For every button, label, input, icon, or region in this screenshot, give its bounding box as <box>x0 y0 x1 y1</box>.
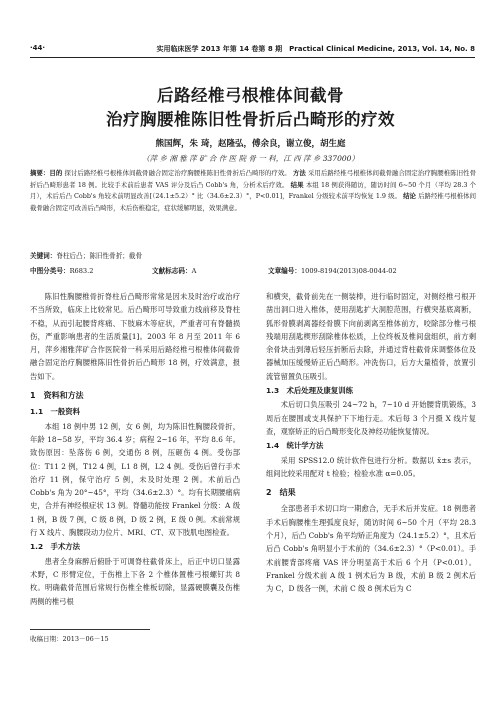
objective-label: 目的 <box>49 169 63 177</box>
running-header <box>30 44 475 56</box>
conclusion-text: 后路经椎弓根椎体间截骨融合固定可改善后凸畸形，术后伤椎稳定，症状缓解明显，效果满意。 <box>30 192 476 212</box>
intro-paragraph: 陈旧性胸腰椎骨折脊柱后凸畸形常常是因未及时治疗或治疗不当所致，临床上比较常见。后凸畸形可导致重力线前移及脊柱不稳，从而引起腰背疼痛、下肢麻木等症状，严重者可有脊髓损伤，严重影响患者的生活质量[1]。2003 年 8 月至 2011 年 6 月，萍乡湘雅萍矿合作医院骨一科采用后路经椎弓根椎体间截骨融合固定治疗胸腰椎陈旧性骨折后凸畸形 18 例，疗效满意，报告如下。 <box>30 292 240 381</box>
affiliation: （萍 乡 湘 雅 萍 矿 合 作 医 院 骨 一 科，江 西 萍 乡 337000） <box>142 154 359 163</box>
method-text: 采用后路经椎弓根椎体间截骨融合固定治疗胸腰椎陈旧性骨折后凸畸形患者 18 例。比较手术前后患者 VAS 评分及后凸 Cobb's 角，分析术后疗效。 <box>30 169 476 189</box>
section-1-1-paragraph: 本组 18 例中男 12 例，女 6 例，均为陈旧性胸腰段骨折，年龄 18~58 岁，平均 36.4 岁；病程 2~16 年，平均 8.6 年。致伤原因：坠落伤 6 例，交通伤 8 例，压砸伤 4 例。受伤部位：T11 2 例，T12 4 例，L1 8 例，L2 4 例。受伤后曾行手术治疗 11 例，保守治疗 5 例，未及时处理 2 例。术前后凸 Cobb's 角为 20°~45°，平均（34.6±2.3）°。均有长期腰痛病史，合并有神经根症状 13 例。脊髓功能按 Frankel 分级：A 级 1 例，B 级 7 例，C 级 8 例，D 级 2 例，E 级 0 例。术前常规行 X 线片、胸腰段动力位片、MRI、CT、双下肢肌电图检查。 <box>30 421 240 538</box>
right-column <box>266 290 476 596</box>
section-1-4-paragraph: 采用 SPSS12.0 统计软件包进行分析。数据以 x̄±s 表示，组间比较采用配对 t 检验；检验水准 α=0.05。 <box>266 455 476 478</box>
section-1-2-heading: 1.2 手术方法 <box>30 542 81 552</box>
article-number <box>268 265 397 275</box>
author-list: 熊国辉，朱 琦，赵隆弘，傅余良，谢立俊，胡生庭 <box>155 139 346 149</box>
abstract-label: 摘要： <box>30 169 50 177</box>
journal-citation: 实用临床医学 2013 年第 14 卷第 8 期 Practical Clinical Medicine, 2013, Vol. 14, No. 8 <box>156 45 475 53</box>
left-column <box>30 290 240 608</box>
page-number: ·44· <box>30 44 46 52</box>
title-line-1: 后路经椎弓根椎体间截骨 <box>157 86 344 105</box>
keywords <box>30 250 142 260</box>
section-1-3-heading: 1.3 术后处理及康复训练 <box>266 386 353 396</box>
section-1-3-paragraph: 术后切口负压吸引 24~72 h，7~10 d 开始腰背肌锻炼，3 周后在腰围或支具保护下下地行走。术后每 3 个月摄 X 线片复查，观察矫正的后凸畸形变化及神经功能恢复情况。 <box>266 400 476 436</box>
received-date-footnote: 收稿日期：2013－06－15 <box>30 635 109 643</box>
clc-value: R683.2 <box>69 267 94 275</box>
art-label: 文章编号： <box>268 267 301 275</box>
result-text: 本组 18 例获得随访，随访时间 6~50 个月（平均 28.3 个月），术后后凸 Cobb's 角较术前明显改善[（24.1±5.2）° 比（34.6±2.3）°，P<0.01]，Frankel 分级较术前平均恢复 1.9 级。 <box>30 180 476 201</box>
section-2-heading: 2 结果 <box>266 488 296 498</box>
section-1-4-heading: 1.4 统计学方法 <box>266 441 324 451</box>
keywords-label: 关键词： <box>30 252 57 260</box>
footnote-rule <box>30 629 150 630</box>
objective-text: 探讨后路经椎弓根椎体间截骨融合固定治疗胸腰椎陈旧性骨折后凸畸形的疗效。 <box>64 169 291 177</box>
continued-paragraph: 和横突，截骨前先在一侧装棒，进行临时固定，对侧经椎弓根开凿出洞口进入椎体，使用刮匙扩大洞腔范围，行横突基底离断，狐形骨膜剥离器经骨膜下向前剥离至椎体前方，咬除部分椎弓根残端用刮匙楔形刮除椎体松质，上位终板及椎间盘组织，前方剩余骨块击到薄后轻压折断后去除，并通过背柱截骨床调整体位及器械加压缓慢矫正后凸畸形。冲洗伤口，后方大量植骨，放置引流管留置负压吸引。 <box>266 292 476 381</box>
header-rule <box>30 57 475 58</box>
conclusion-label: 结论 <box>403 192 416 201</box>
clc-label: 中图分类号： <box>30 267 70 275</box>
abstract <box>30 168 476 214</box>
doc-value: A <box>191 267 197 275</box>
section-1-2-paragraph: 患者全身麻醉后俯卧于可调脊柱截骨床上，后正中切口显露术野，C 形臂定位，于伤椎上下各 2 个椎体置椎弓根螺钉共 8 枚。明确截骨范围后常规行伤椎全椎板切除，显露硬膜囊及伤椎两侧的椎弓根 <box>30 556 240 606</box>
art-value: 1009-8194(2013)08-0044-02 <box>300 267 397 275</box>
method-label: 方法 <box>292 169 306 177</box>
clc-number <box>30 265 93 275</box>
section-1-1-heading: 1.1 一般资料 <box>30 407 81 417</box>
section-1-heading: 1 资料和方法 <box>30 391 84 401</box>
title-line-2: 治疗胸腰椎陈旧性骨折后凸畸形的疗效 <box>106 110 395 129</box>
section-2-paragraph: 全部患者手术切口均一期愈合，无手术后并发症。18 例患者手术后胸腰椎生理弧度良好，随访时间 6~50 个月（平均 28.3 个月），后凸 Cobb's 角平均矫正角度为（24.1±5.2）°，且术后后凸 Cobb's 角明显小于术前的（34.6±2.3）°（P<0.01）。手术前腰背部疼痛 VAS 评分明显高于术后 6 个月（P<0.01）。Frankel 分级术前 A 级 1 例术后为 B 级，术前 B 级 2 例术后为 C，D 级各一例，术前 C 级 8 例术后为 C <box>266 504 476 594</box>
keywords-text: 脊柱后凸；陈旧性骨折；截骨 <box>56 252 143 260</box>
document-code <box>152 265 196 275</box>
doc-label: 文献标志码： <box>152 267 192 275</box>
result-label: 结果 <box>290 180 304 189</box>
